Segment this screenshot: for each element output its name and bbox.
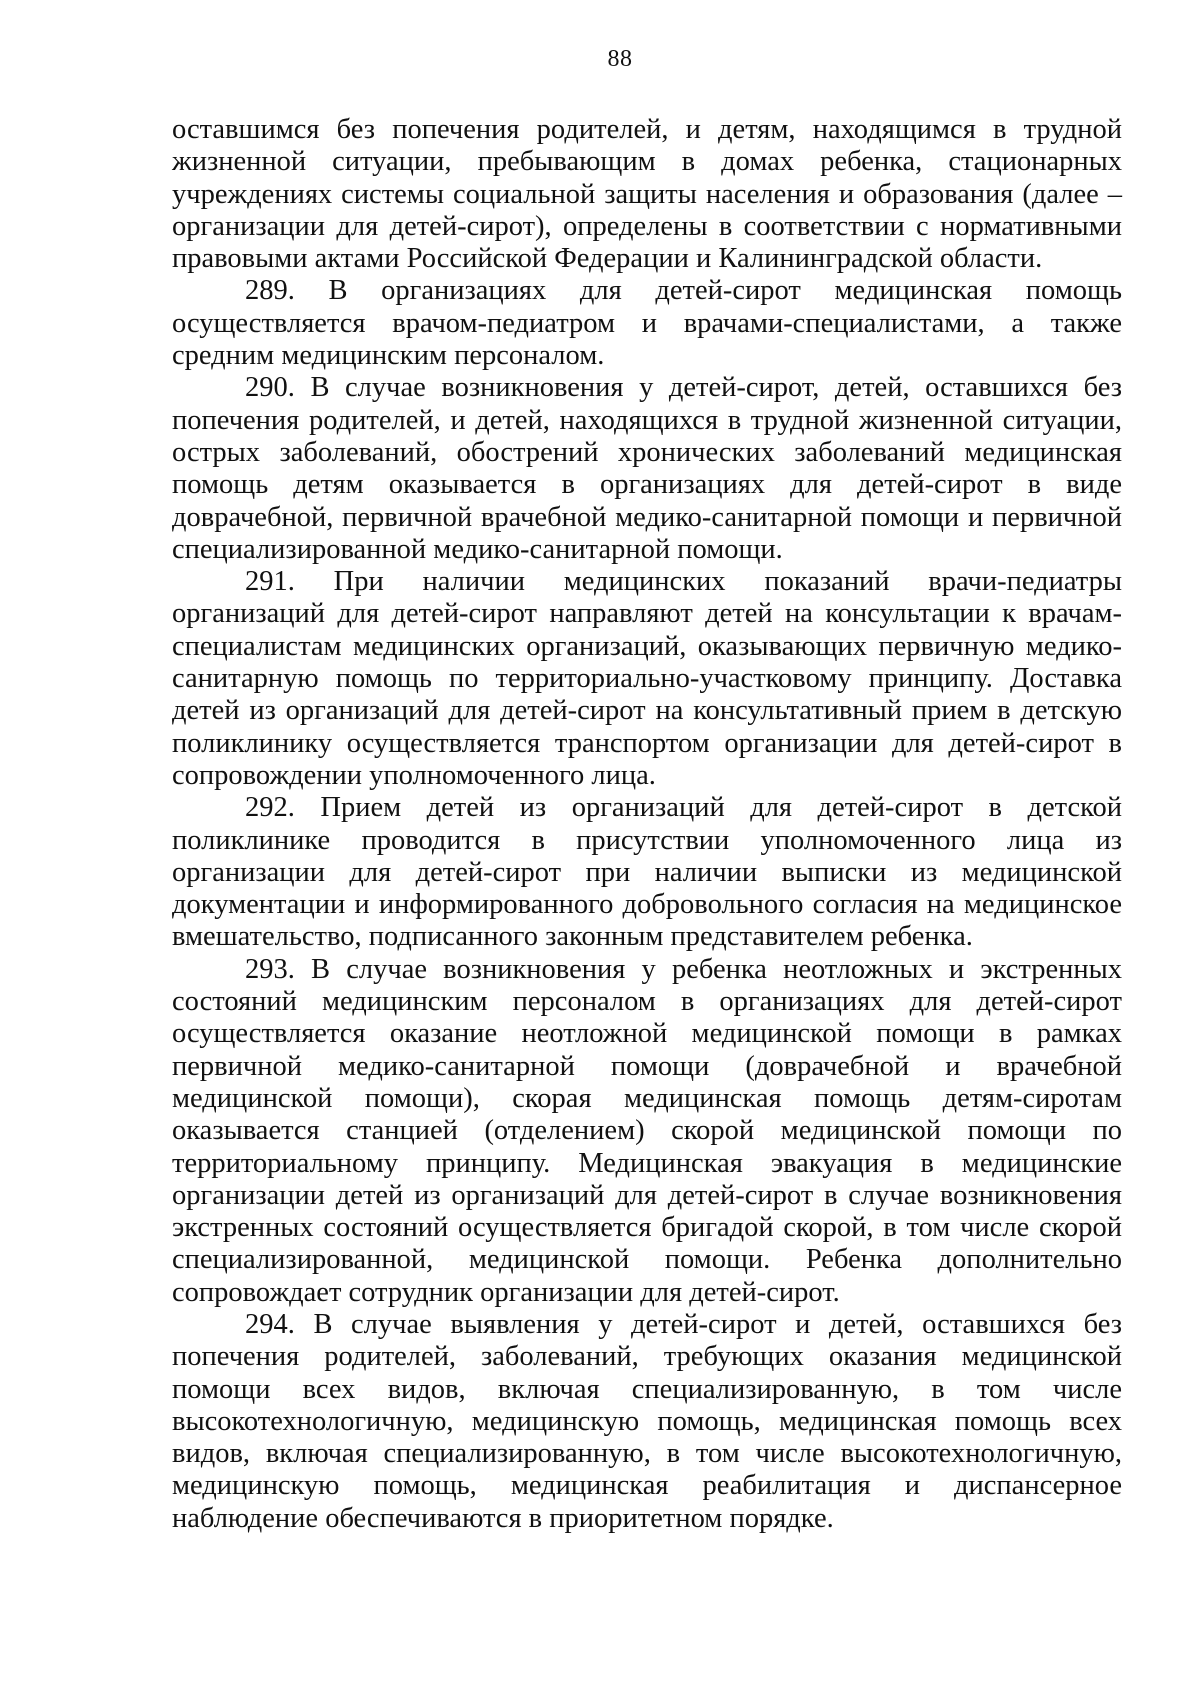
paragraph-289: 289. В организациях для детей-сирот медицинская помощь осуществляется врачом-педиатром и врачами-специалистами, а также средним медицинским персоналом.: [172, 275, 1122, 372]
paragraph-290: 290. В случае возникновения у детей-сирот, детей, оставшихся без попечения родителей, и детей, находящихся в трудной жизненной ситуации, острых заболеваний, обострений хронических заболеваний медицинская помощь детям оказывается в организациях для детей-сирот в виде доврачебной, первичной врачебной медико-санитарной помощи и первичной специализированной медико-санитарной помощи.: [172, 372, 1122, 565]
paragraph-continuation: оставшимся без попечения родителей, и детям, находящимся в трудной жизненной ситуации, пребывающим в домах ребенка, стационарных учреждениях системы социальной защиты населения и образования (далее – организации для детей-сирот), определены в соответствии с нормативными правовыми актами Российской Федерации и Калининградской области.: [172, 114, 1122, 275]
paragraph-294: 294. В случае выявления у детей-сирот и детей, оставшихся без попечения родителей, заболеваний, требующих оказания медицинской помощи всех видов, включая специализированную, в том числе высокотехнологичную, медицинскую помощь, медицинская помощь всех видов, включая специализированную, в том числе высокотехнологичную, медицинскую помощь, медицинская реабилитация и диспансерное наблюдение обеспечиваются в приоритетном порядке.: [172, 1308, 1122, 1534]
paragraph-292: 292. Прием детей из организаций для детей-сирот в детской поликлинике проводится в присутствии уполномоченного лица из организации для детей-сирот при наличии выписки из медицинской документации и информированного добровольного согласия на медицинское вмешательство, подписанного законным представителем ребенка.: [172, 792, 1122, 953]
paragraph-291: 291. При наличии медицинских показаний врачи-педиатры организаций для детей-сирот направляют детей на консультации к врачам-специалистам медицинских организаций, оказывающих первичную медико-санитарную помощь по территориально-участковому принципу. Доставка детей из организаций для детей-сирот на консультативный прием в детскую поликлинику осуществляется транспортом организации для детей-сирот в сопровождении уполномоченного лица.: [172, 566, 1122, 791]
document-body: [172, 114, 1122, 1535]
page-number: 88: [607, 46, 633, 72]
paragraph-293: 293. В случае возникновения у ребенка неотложных и экстренных состояний медицинским персоналом в организациях для детей-сирот осуществляется оказание неотложной медицинской помощи в рамках первичной медико-санитарной помощи (доврачебной и врачебной медицинской помощи), скорая медицинская помощь детям-сиротам оказывается станцией (отделением) скорой медицинской помощи по территориальному принципу. Медицинская эвакуация в медицинские организации детей из организаций для детей-сирот в случае возникновения экстренных состояний осуществляется бригадой скорой, в том числе скорой специализированной, медицинской помощи. Ребенка дополнительно сопровождает сотрудник организации для детей-сирот.: [172, 953, 1122, 1308]
